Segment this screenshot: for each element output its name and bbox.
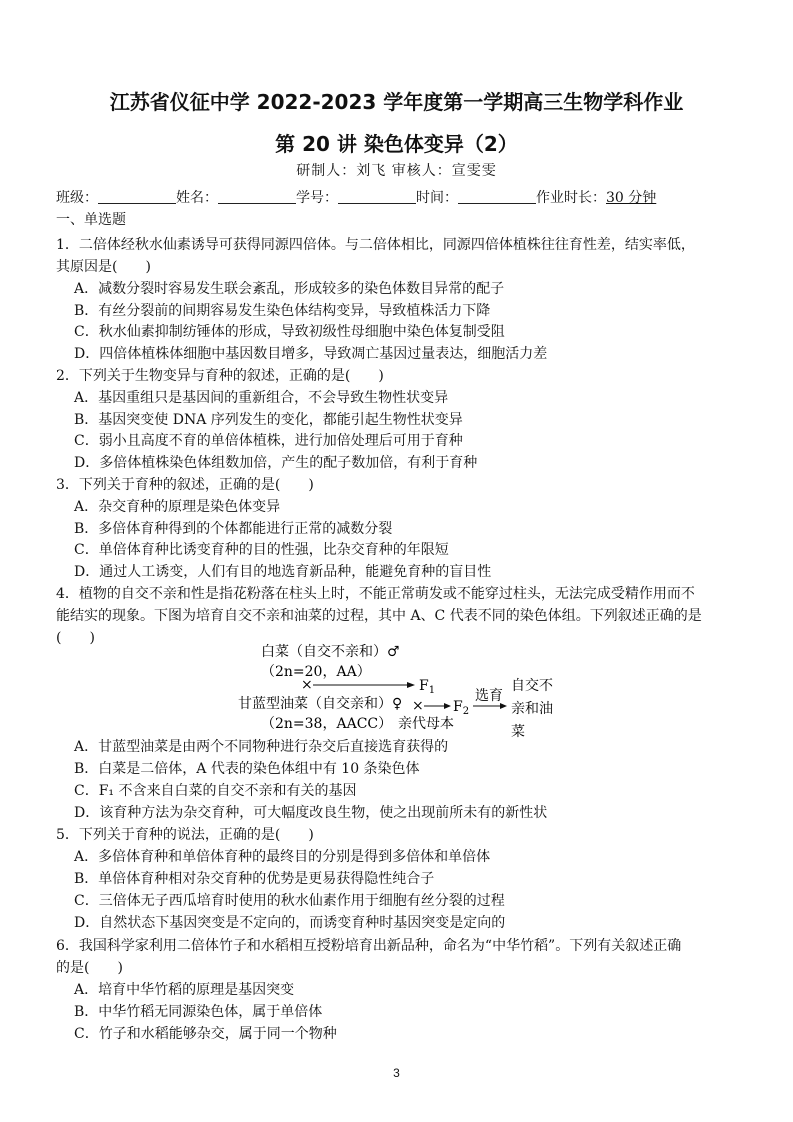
student-info-line: [56, 187, 721, 207]
result-line: 亲和油: [511, 701, 553, 717]
question-stem: 6．我国科学家利用二倍体竹子和水稻相互授粉培育出新品种，命名为“中华竹稻”。下列有关叙述正确: [56, 938, 682, 954]
question-stem: 其原因是( ): [56, 259, 151, 275]
question-stem: 1．二倍体经秋水仙素诱导可获得同源四倍体。与二倍体相比，同源四倍体植株往往育性差，结实率低，: [56, 237, 695, 253]
duration-label: 作业时长：: [536, 190, 606, 206]
option-item: D．自然状态下基因突变是不定向的，而诱变育种时基因突变是定向的: [74, 915, 506, 931]
option-item: D．通过人工诱变，人们有目的地选育新品种，能避免育种的盲目性: [74, 564, 492, 580]
authors-line: 研制人：刘飞 审核人：宣雯雯: [296, 163, 497, 179]
option-item: C．单倍体育种比诱变育种的目的性强，比杂交育种的年限短: [74, 542, 449, 558]
option-item: A．多倍体育种和单倍体育种的最终目的分别是得到多倍体和单倍体: [74, 849, 491, 865]
parent-chinese-cabbage-genotype: （2n=20，AA）: [261, 664, 371, 680]
time-label: 时间：: [416, 190, 458, 206]
f2-label: $F_2$: [453, 699, 470, 717]
lesson-title: 第 20 讲 染色体变异（2）: [275, 132, 518, 156]
student-id-field[interactable]: [338, 189, 416, 204]
question-stem: 4．植物的自交不亲和性是指花粉落在柱头上时，不能正常萌发或不能穿过柱头，无法完成受精作用而不: [56, 586, 695, 602]
class-field[interactable]: [98, 189, 176, 204]
question-stem: 能结实的现象。下图为培育自交不亲和油菜的过程，其中 A、C 代表不同的染色体组。下列叙述正确的是: [56, 608, 702, 624]
breeding-diagram: [225, 640, 585, 745]
option-item: A．减数分裂时容易发生联会紊乱，形成较多的染色体数目异常的配子: [74, 281, 505, 297]
selection-label: 选育: [475, 688, 503, 704]
arrowhead-icon: [444, 703, 451, 709]
question-stem: ( ): [56, 630, 95, 646]
parent-mother-label: 亲代母本: [398, 716, 454, 732]
option-item: C．弱小且高度不育的单倍体植株，进行加倍处理后可用于育种: [74, 433, 463, 449]
question-stem: 3．下列关于育种的叙述，正确的是( ): [56, 477, 314, 493]
page-number: 3: [393, 1066, 400, 1080]
option-item: C．竹子和水稻能够杂交，属于同一个物种: [74, 1026, 337, 1042]
option-item: B．单倍体育种相对杂交育种的优势是更易获得隐性纯合子: [74, 871, 435, 887]
name-field[interactable]: [218, 189, 296, 204]
arrowhead-icon: [407, 682, 415, 688]
option-item: C．三倍体无子西瓜培育时使用的秋水仙素作用于细胞有丝分裂的过程: [74, 893, 505, 909]
cross-symbol: ×: [412, 698, 424, 714]
option-item: C．F₁ 不含来自白菜的自交不亲和有关的基因: [74, 783, 357, 799]
page-title: 江苏省仪征中学 2022-2023 学年度第一学期高三生物学科作业: [109, 90, 684, 114]
option-item: A．杂交育种的原理是染色体变异: [74, 499, 281, 515]
time-field[interactable]: [458, 189, 536, 204]
cross-symbol: ×: [301, 677, 313, 693]
f1-label: $F_1$: [419, 678, 436, 696]
option-item: A．培育中华竹稻的原理是基因突变: [74, 982, 295, 998]
result-line: 菜: [511, 724, 525, 740]
option-item: B．白菜是二倍体，A 代表的染色体组中有 10 条染色体: [74, 761, 420, 777]
name-label: 姓名：: [176, 190, 218, 206]
option-item: D．该育种方法为杂交育种，可大幅度改良生物，使之出现前所未有的新性状: [74, 805, 548, 821]
option-item: B．多倍体育种得到的个体都能进行正常的减数分裂: [74, 521, 393, 537]
option-item: D．四倍体植株体细胞中基因数目增多，导致凋亡基因过量表达，细胞活力差: [74, 346, 548, 362]
parent-chinese-cabbage: 白菜（自交不亲和）♂: [261, 644, 400, 660]
arrowhead-icon: [500, 703, 507, 709]
option-item: D．多倍体植株染色体组数加倍，产生的配子数加倍，有利于育种: [74, 455, 478, 471]
student-id-label: 学号：: [296, 190, 338, 206]
option-item: B．基因突变使 DNA 序列发生的变化，都能引起生物性状变异: [74, 412, 463, 428]
duration-value: 30 分钟: [606, 190, 657, 206]
parent-rapeseed-genotype: （2n=38，AACC）: [261, 716, 393, 732]
class-label: 班级：: [56, 190, 98, 206]
option-item: B．有丝分裂前的间期容易发生染色体结构变异，导致植株活力下降: [74, 303, 491, 319]
question-stem: 5．下列关于育种的说法，正确的是( ): [56, 827, 314, 843]
question-stem: 的是( ): [56, 960, 123, 976]
option-item: A．基因重组只是基因间的重新组合，不会导致生物性状变异: [74, 390, 449, 406]
section-heading: 一、单选题: [56, 212, 126, 228]
question-stem: 2．下列关于生物变异与育种的叙述，正确的是( ): [56, 368, 384, 384]
option-item: A．甘蓝型油菜是由两个不同物种进行杂交后直接选育获得的: [74, 739, 449, 755]
parent-rapeseed: 甘蓝型油菜（自交亲和）♀: [238, 696, 403, 712]
option-item: C．秋水仙素抑制纺锤体的形成，导致初级性母细胞中染色体复制受阻: [74, 324, 505, 340]
option-item: B．中华竹稻无同源染色体，属于单倍体: [74, 1004, 323, 1020]
result-line: 自交不: [511, 678, 553, 694]
